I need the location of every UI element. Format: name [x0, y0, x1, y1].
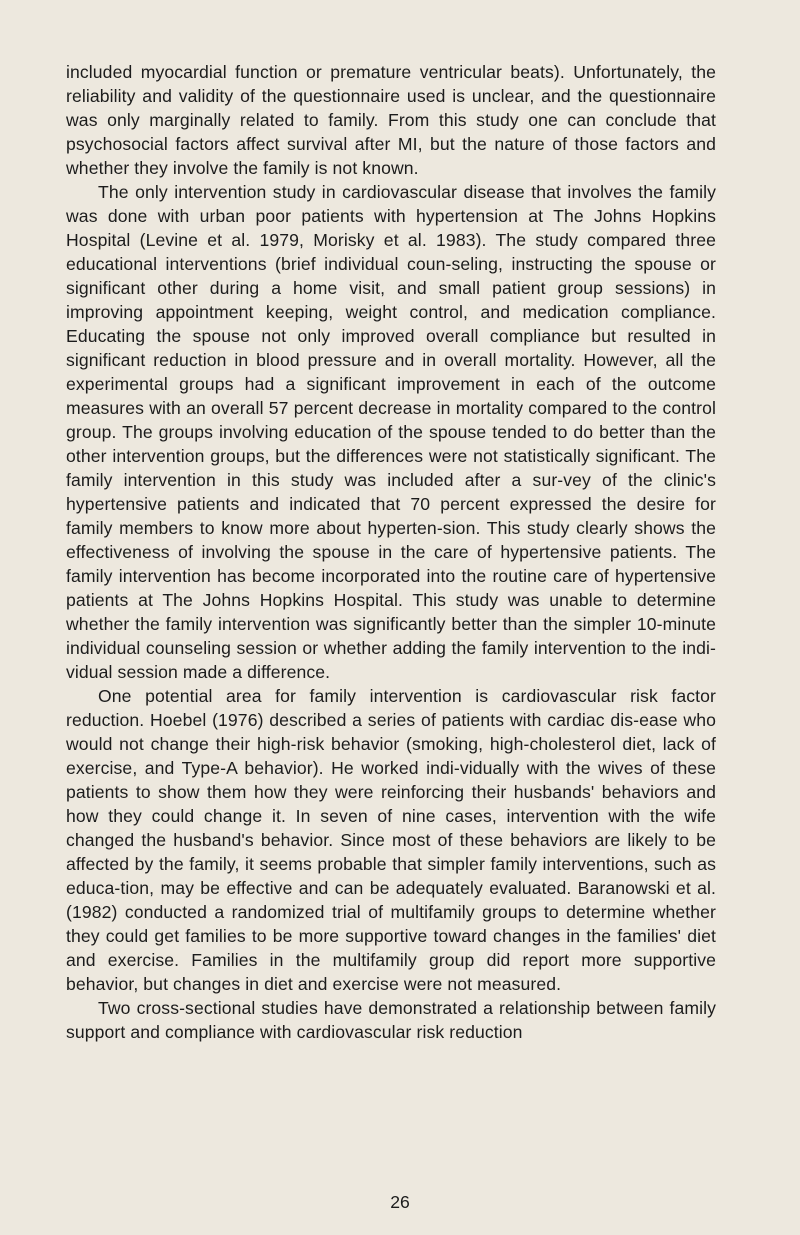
paragraph-3: One potential area for family intervention is cardiovascular risk factor reduction. Hoebel (1976) described a series of patients with cardiac dis-ease who would not change their high-risk behavior (smoking, high-cholesterol diet, lack of exercise, and Type-A behavior). He worked indi-vidually with the wives of these patients to show them how they were reinforcing their husbands' behaviors and how they could change it. In seven of nine cases, intervention with the wife changed the husband's behavior. Since most of these behaviors are likely to be affected by the family, it seems probable that simpler family interventions, such as educa-tion, may be effective and can be adequately evaluated. Baranowski et al. (1982) conducted a randomized trial of multifamily groups to determine whether they could get families to be more supportive toward changes in the families' diet and exercise. Families in the multifamily group did report more supportive behavior, but changes in diet and exercise were not measured. [66, 686, 716, 994]
paragraph-1: included myocardial function or premature ventricular beats). Unfortunately, the reliability and validity of the questionnaire used is unclear, and the questionnaire was only marginally related to family. From this study one can conclude that psychosocial factors affect survival after MI, but the nature of those factors and whether they involve the family is not known. [66, 62, 716, 178]
paragraph-4: Two cross-sectional studies have demonstrated a relationship between family support and compliance with cardiovascular risk reduction [66, 998, 716, 1042]
paragraph-2: The only intervention study in cardiovascular disease that involves the family was done with urban poor patients with hypertension at The Johns Hopkins Hospital (Levine et al. 1979, Morisky et al. 1983). The study compared three educational interventions (brief individual coun-seling, instructing the spouse or significant other during a home visit, and small patient group sessions) in improving appointment keeping, weight control, and medication compliance. Educating the spouse not only improved overall compliance but resulted in significant reduction in blood pressure and in overall mortality. However, all the experimental groups had a significant improvement in each of the outcome measures with an overall 57 percent decrease in mortality compared to the control group. The groups involving education of the spouse tended to do better than the other intervention groups, but the differences were not statistically significant. The family intervention in this study was included after a sur-vey of the clinic's hypertensive patients and indicated that 70 percent expressed the desire for family members to know more about hyperten-sion. This study clearly shows the effectiveness of involving the spouse in the care of hypertensive patients. The family intervention has become incorporated into the routine care of hypertensive patients at The Johns Hopkins Hospital. This study was unable to determine whether the family intervention was significantly better than the simpler 10-minute individual counseling session or whether adding the family intervention to the indi-vidual session made a difference. [66, 182, 716, 682]
page-number: 26 [390, 1192, 410, 1212]
body-text [66, 60, 716, 1044]
